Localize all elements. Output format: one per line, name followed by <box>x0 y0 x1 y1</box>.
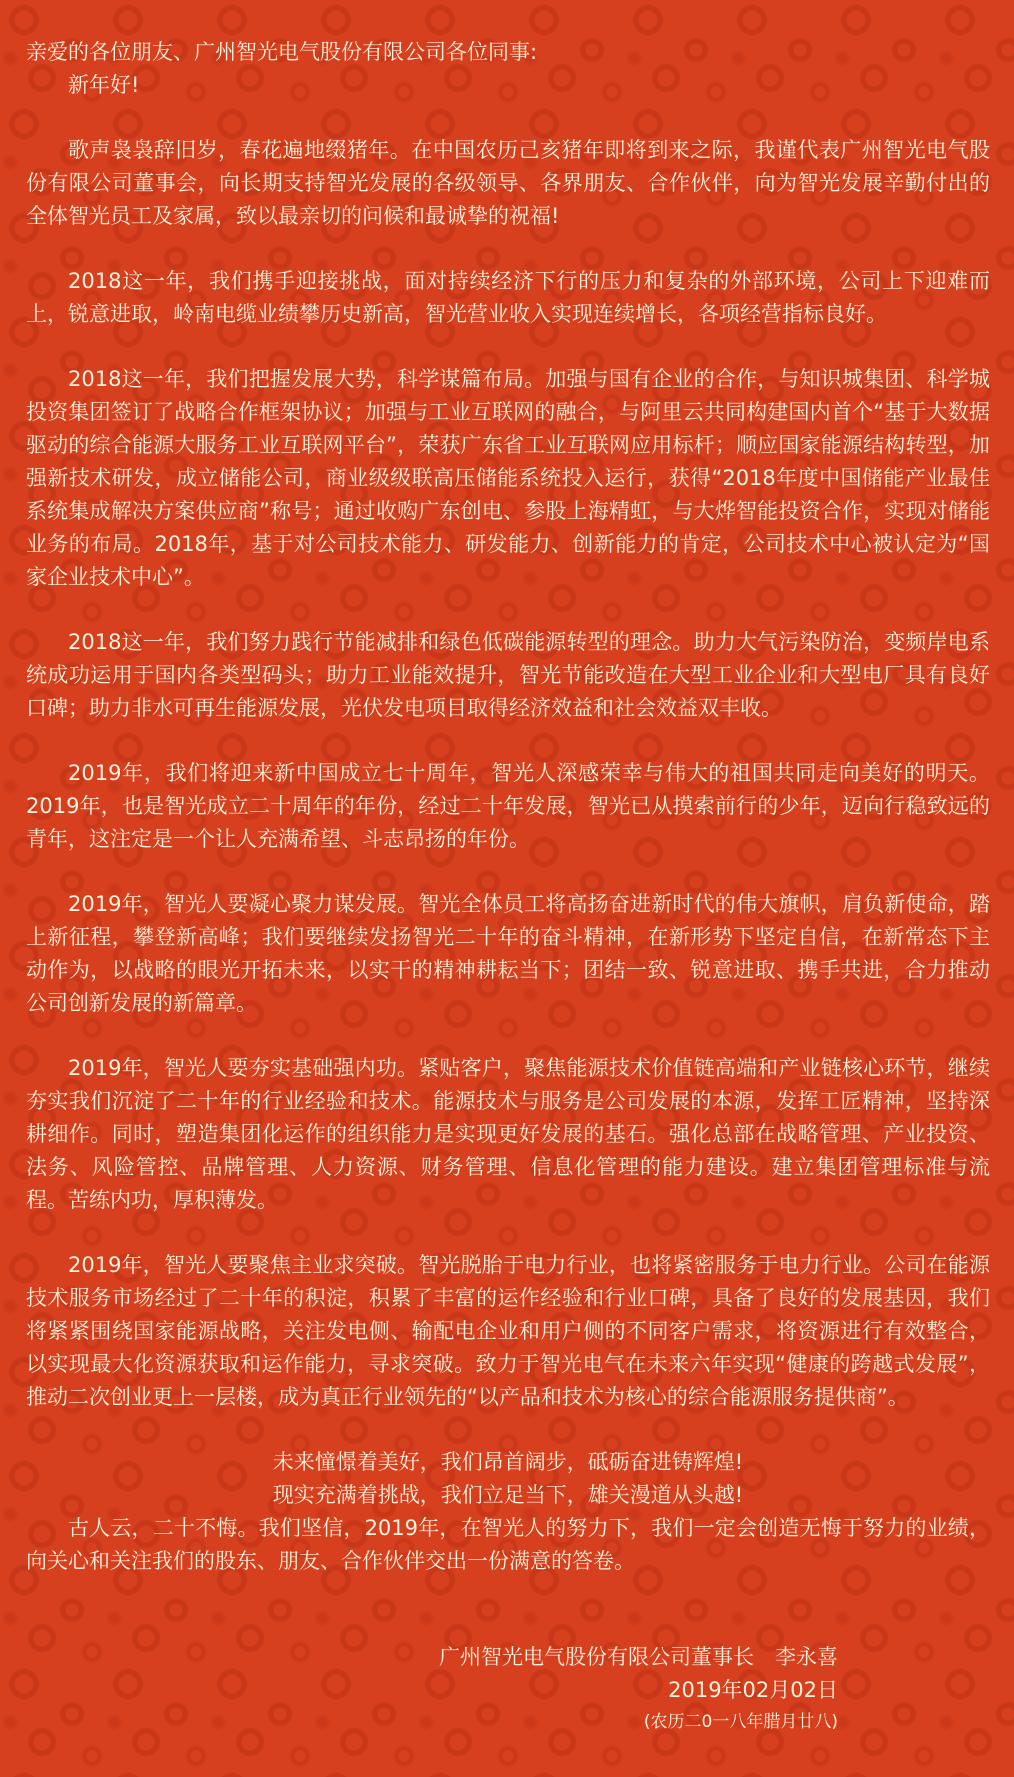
signature-date: 2019年02月02日 <box>668 1678 838 1702</box>
slogan-line: 现实充满着挑战，我们立足当下，雄关漫道从头越! <box>272 1483 744 1507</box>
letter-paragraph: 2018这一年，我们把握发展大势，科学谋篇布局。加强与国有企业的合作，与知识城集团、科学城投资集团签订了战略合作框架协议；加强与工业互联网的融合，与阿里云共同构建国内首个“基于大数据驱动的综合能源大服务工业互联网平台”，荣获广东省工业互联网应用标杆；顺应国家能源结构转型，加强新技术研发，成立储能公司，商业级级联高压储能系统投入运行，获得“2018年度中国储能产业最佳系统集成解决方案供应商”称号；通过收购广东创电、参股上海精虹，与大烨智能投资合作，实现对储能业务的布局。2018年，基于对公司技术能力、研发能力、创新能力的肯定，公司技术中心被认定为“国家企业技术中心”。 <box>26 367 990 589</box>
letter-paragraph: 2019年，智光人要夯实基础强内功。紧贴客户，聚焦能源技术价值链高端和产业链核心环节，继续夯实我们沉淀了二十年的行业经验和技术。能源技术与服务是公司发展的本源，发挥工匠精神，坚持深耕细作。同时，塑造集团化运作的组织能力是实现更好发展的基石。强化总部在战略管理、产业投资、法务、风险管控、品牌管理、人力资源、财务管理、信息化管理的能力建设。建立集团管理标准与流程。苦练内功，厚积薄发。 <box>26 1056 990 1212</box>
letter-paragraph: 2019年，智光人要聚焦主业求突破。智光脱胎于电力行业，也将紧密服务于电力行业。公司在能源技术服务市场经过了二十年的积淀，积累了丰富的运作经验和行业口碑，具备了良好的发展基因，我们将紧紧围绕国家能源战略，关注发电侧、输配电企业和用户侧的不同客户需求，将资源进行有效整合，以实现最大化资源获取和运作能力，寻求突破。致力于智光电气在未来六年实现“健康的跨越式发展”，推动二次创业更上一层楼，成为真正行业领先的“以产品和技术为核心的综合能源服务提供商”。 <box>26 1253 990 1409</box>
signer-line: 广州智光电气股份有限公司董事长 李永喜 <box>439 1645 838 1669</box>
letter-body <box>26 134 990 1414</box>
greeting: 新年好! <box>68 73 140 97</box>
salutation: 亲爱的各位朋友、广州智光电气股份有限公司各位同事: <box>26 40 538 64</box>
closing-paragraph: 古人云，二十不悔。我们坚信，2019年，在智光人的努力下，我们一定会创造无悔于努力的业绩，向关心和关注我们的股东、朋友、合作伙伴交出一份满意的答卷。 <box>26 1516 990 1573</box>
slogan-block <box>26 1446 990 1512</box>
letter-paragraph: 2019年，智光人要凝心聚力谋发展。智光全体员工将高扬奋进新时代的伟大旗帜，肩负新使命，踏上新征程，攀登新高峰；我们要继续发扬智光二十年的奋斗精神，在新形势下坚定自信，在新常态下主动作为，以战略的眼光开拓未来，以实干的精神耕耘当下；团结一致、锐意进取、携手共进，合力推动公司创新发展的新篇章。 <box>26 892 990 1015</box>
letter-paragraph: 2019年，我们将迎来新中国成立七十周年，智光人深感荣幸与伟大的祖国共同走向美好的明天。2019年，也是智光成立二十周年的年份，经过二十年发展，智光已从摸索前行的少年，迈向行稳致远的青年，这注定是一个让人充满希望、斗志昂扬的年份。 <box>26 761 990 851</box>
letter-paragraph: 歌声袅袅辞旧岁，春花遍地缀猪年。在中国农历己亥猪年即将到来之际，我谨代表广州智光电气股份有限公司董事会，向长期支持智光发展的各级领导、各界朋友、合作伙伴，向为智光发展辛勤付出的全体智光员工及家属，致以最亲切的问候和最诚挚的祝福! <box>26 138 990 228</box>
lunar-date: (农历二0一八年腊月廿八) <box>643 1712 838 1732</box>
slogan-line: 未来憧憬着美好，我们昂首阔步，砥砺奋进铸辉煌! <box>272 1450 744 1474</box>
signature-block <box>26 1641 838 1737</box>
letter-paragraph: 2018这一年，我们努力践行节能减排和绿色低碳能源转型的理念。助力大气污染防治，变频岸电系统成功运用于国内各类型码头；助力工业能效提升，智光节能改造在大型工业企业和大型电厂具有良好口碑；助力非水可再生能源发展，光伏发电项目取得经济效益和社会效益双丰收。 <box>26 630 990 720</box>
letter-paragraph: 2018这一年，我们携手迎接挑战，面对持续经济下行的压力和复杂的外部环境，公司上下迎难而上，锐意进取，岭南电缆业绩攀历史新高，智光营业收入实现连续增长，各项经营指标良好。 <box>26 269 990 326</box>
